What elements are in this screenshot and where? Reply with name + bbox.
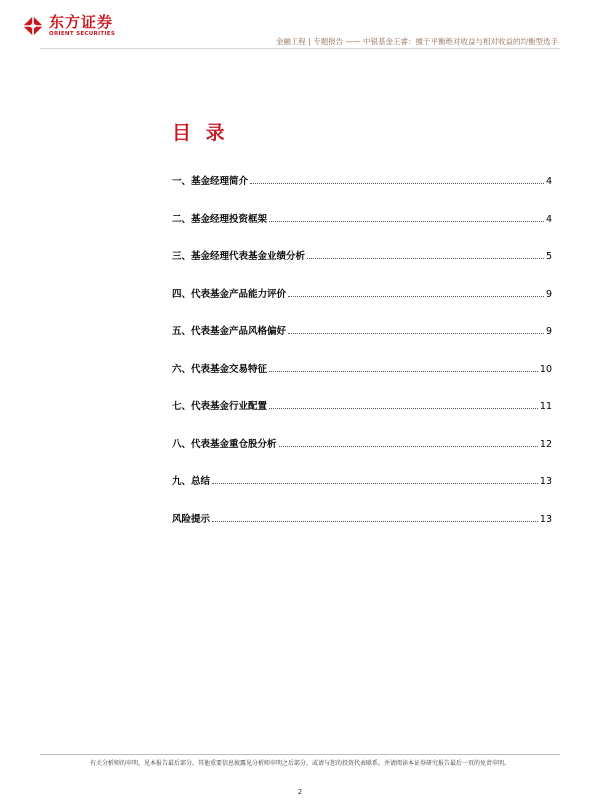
toc-entry[interactable] xyxy=(172,323,552,361)
toc-entry-label: 四、代表基金产品能力评价 xyxy=(172,288,287,300)
toc-dot-leader xyxy=(250,183,544,184)
toc-entry[interactable] xyxy=(172,286,552,324)
toc-entry-page: 13 xyxy=(539,476,552,487)
toc-dot-leader xyxy=(269,371,538,372)
toc-entry-page: 13 xyxy=(539,513,552,525)
toc-entry[interactable] xyxy=(172,361,552,399)
logo-english-name: ORIENT SECURITIES xyxy=(49,31,116,37)
toc-entry-label: 二、基金经理投资框架 xyxy=(172,213,268,225)
toc-entry[interactable] xyxy=(172,211,552,249)
toc-dot-leader xyxy=(307,258,544,259)
toc-entry-label: 七、代表基金行业配置 xyxy=(172,401,268,412)
toc-dot-leader xyxy=(279,446,538,447)
toc-entry-page: 4 xyxy=(545,213,552,225)
page-number: 2 xyxy=(297,788,303,796)
toc-entry-page: 11 xyxy=(539,401,552,412)
toc-entry-page: 12 xyxy=(539,438,552,450)
report-description: 金融工程 | 专题报告 —— 中银基金王睿：擅于平衡绝对收益与相对收益的均衡型选手 xyxy=(275,37,558,46)
logo-chinese-name: 东方证券 xyxy=(49,13,114,31)
footer-divider xyxy=(40,754,560,755)
toc-dot-leader xyxy=(269,408,538,409)
toc-entry-label: 五、代表基金产品风格偏好 xyxy=(172,326,287,337)
toc-entry[interactable] xyxy=(172,248,552,286)
header-divider xyxy=(40,48,560,49)
toc-entry[interactable] xyxy=(172,398,552,436)
toc-entry-label: 一、基金经理简介 xyxy=(172,176,249,187)
toc-entry[interactable] xyxy=(172,173,552,211)
toc-entry-label: 风险提示 xyxy=(172,513,211,525)
toc-entry-label: 九、总结 xyxy=(172,476,211,487)
toc-entry-label: 三、基金经理代表基金业绩分析 xyxy=(172,251,306,262)
toc-dot-leader xyxy=(269,221,544,222)
toc-dot-leader xyxy=(288,296,544,297)
toc-entry[interactable] xyxy=(172,473,552,511)
toc-entry-page: 9 xyxy=(545,288,552,300)
toc-entry-page: 4 xyxy=(545,176,552,187)
toc-dot-leader xyxy=(212,483,538,484)
logo-diamond-icon xyxy=(22,15,44,37)
toc-title: 目 录 xyxy=(172,122,229,144)
toc-dot-leader xyxy=(212,521,538,522)
toc-entry-page: 5 xyxy=(545,251,552,262)
toc-entry-label: 八、代表基金重仓股分析 xyxy=(172,438,277,450)
toc-dot-leader xyxy=(288,333,544,334)
toc-entry[interactable] xyxy=(172,436,552,474)
table-of-contents xyxy=(172,173,552,548)
toc-entry-page: 10 xyxy=(539,363,552,375)
footer-disclaimer: 有关分析师的申明，见本报告最后部分。其他重要信息披露见分析师申明之后部分，或请与您的投资代表联系。并请阅读本证券研究报告最后一页的免责申明。 xyxy=(89,760,510,767)
page-header xyxy=(0,0,600,56)
company-logo xyxy=(22,15,115,38)
toc-entry[interactable] xyxy=(172,511,552,549)
toc-entry-label: 六、代表基金交易特征 xyxy=(172,363,268,375)
toc-entry-page: 9 xyxy=(545,326,552,337)
